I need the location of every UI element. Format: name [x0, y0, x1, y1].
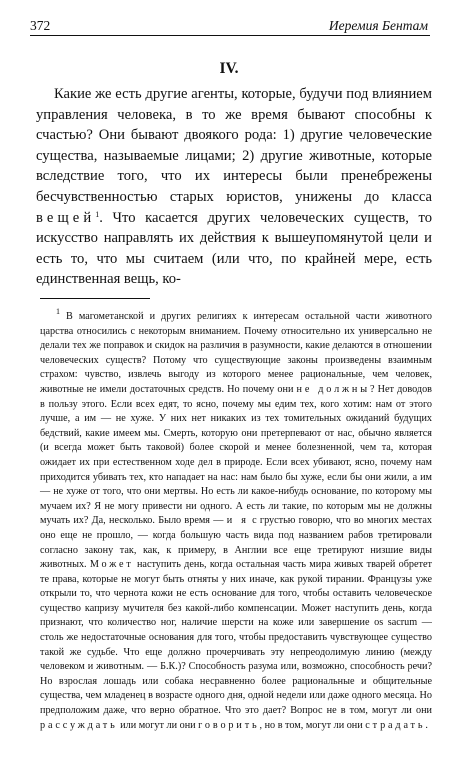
footnote-text-part: наступить день, когда остальная часть мира живых тварей обретет те права, которые не могут быть отняты у них иначе, как рукой тирании. Французы уже открыли то, что чернота кожи не есть основание для того, чтобы оставить человеческое существо капризу мучителя без какой-либо компенсации. Может наступить день, когда признают, что количество ног, наличие шерсти на коже или завершение os sacrum — столь же недостаточные основания для того, чтобы предоставить чувствующее существо такой же судьбе. Что еще должно прочерчивать эту непреодолимую линию (между человеком и животным. — Б.К.)? Способность разума или, возможно, способность речи? Но взрослая лошадь или собака несравненно более рациональные и общительные существа, чем младенец в возрасте одного дня, одной недели или даже одного месяца. Но предположим даже, что верно обратное. Что это дает? Вопрос не в том, могут ли они: [40, 559, 432, 717]
header-rule: [30, 35, 430, 36]
main-text-part: . Что касается других человеческих существ, то искусство направлять их действия к вышеупомянутой цели и есть то, что мы считаем (или что, по крайней мере, есть единственная вещь, ко-: [36, 209, 432, 288]
footnote: [40, 307, 432, 733]
footnote-text-part: или могут ли они: [117, 719, 199, 731]
footnote-spaced-word: Может: [89, 559, 134, 571]
footnote-text-part: В магометанской и других религиях к интересам остальной части животного царства относились с некоторым вниманием. Почему относительно их универсально не делали тех же поправок и скидок на различия в разумности, какие делаются в отношении человеческих существ? Потому что существующие законы произведены взаимным страхом: чувство, извлечь выгоду из которого менее рациональные, чем человек, животные не имели достаточных средств. Но почему они: [40, 311, 432, 395]
running-head: Иеремия Бентам: [328, 18, 428, 33]
footnote-marker: 1: [56, 307, 60, 316]
main-text-part: Какие же есть другие агенты, которые, будучи под влиянием управления человека, в то же время бывают способны к счастью? Они бывают двоякого рода: 1) другие человеческие существа, называемые лицами; 2) другие животные, которые вследствие того, что их интересы были пренебрежены бесчувственностью старых юристов, унижены до класса: [36, 86, 432, 205]
footnote-text-part: , но в том, могут ли они: [259, 719, 366, 731]
footnote-text-part: с грустью говорю, что во многих местах оно еще не прошло, — когда большую часть вида под названием рабов третировали согласно закону так, как, к примеру, в Англии все еще третируют низшие виды животных.: [40, 515, 432, 571]
footnote-reference: 1: [95, 209, 100, 219]
footnote-text-part: .: [425, 719, 428, 731]
main-spaced-word: вещей: [36, 209, 96, 226]
page-number: 372: [30, 18, 51, 33]
section-heading: IV.: [219, 60, 239, 77]
footnote-spaced-word: страдать: [365, 719, 426, 731]
main-paragraph: [36, 84, 432, 290]
page-header: [30, 15, 428, 35]
footnote-spaced-word: и я: [226, 515, 249, 527]
footnote-spaced-word: говорить: [198, 719, 260, 731]
footnote-text-part: ? Нет доводов в пользу этого. Если всех едят, то ясно, почему мы едим тех, кого хотим: нам от этого лучше, а им — не хуже. У них нет никаких из тех томительных ожиданий будущих бедствий, какие имеем мы. Смерть, которую они претерпевают от нас, обычно является (и всегда может быть таковой) более скорой и менее болезненной, чем та, которая ожидает их при естественном ходе дел в природе. Если всех убивают, ясно, почему нам приходится убивать тех, кто нападает на нас: нам было бы хуже, если бы они жили, а им — не хуже от того, что они мертвы. Но есть ли какое-нибудь основание, по которому мы мучаем их? Я не могу привести ни одного. А есть ли такие, по которым мы не должны мучать их? Да, несколько. Было время —: [40, 383, 432, 527]
footnote-separator: [40, 298, 150, 299]
footnote-spaced-word: рассуждать: [40, 719, 118, 731]
footnote-spaced-word: не должны: [296, 383, 370, 395]
